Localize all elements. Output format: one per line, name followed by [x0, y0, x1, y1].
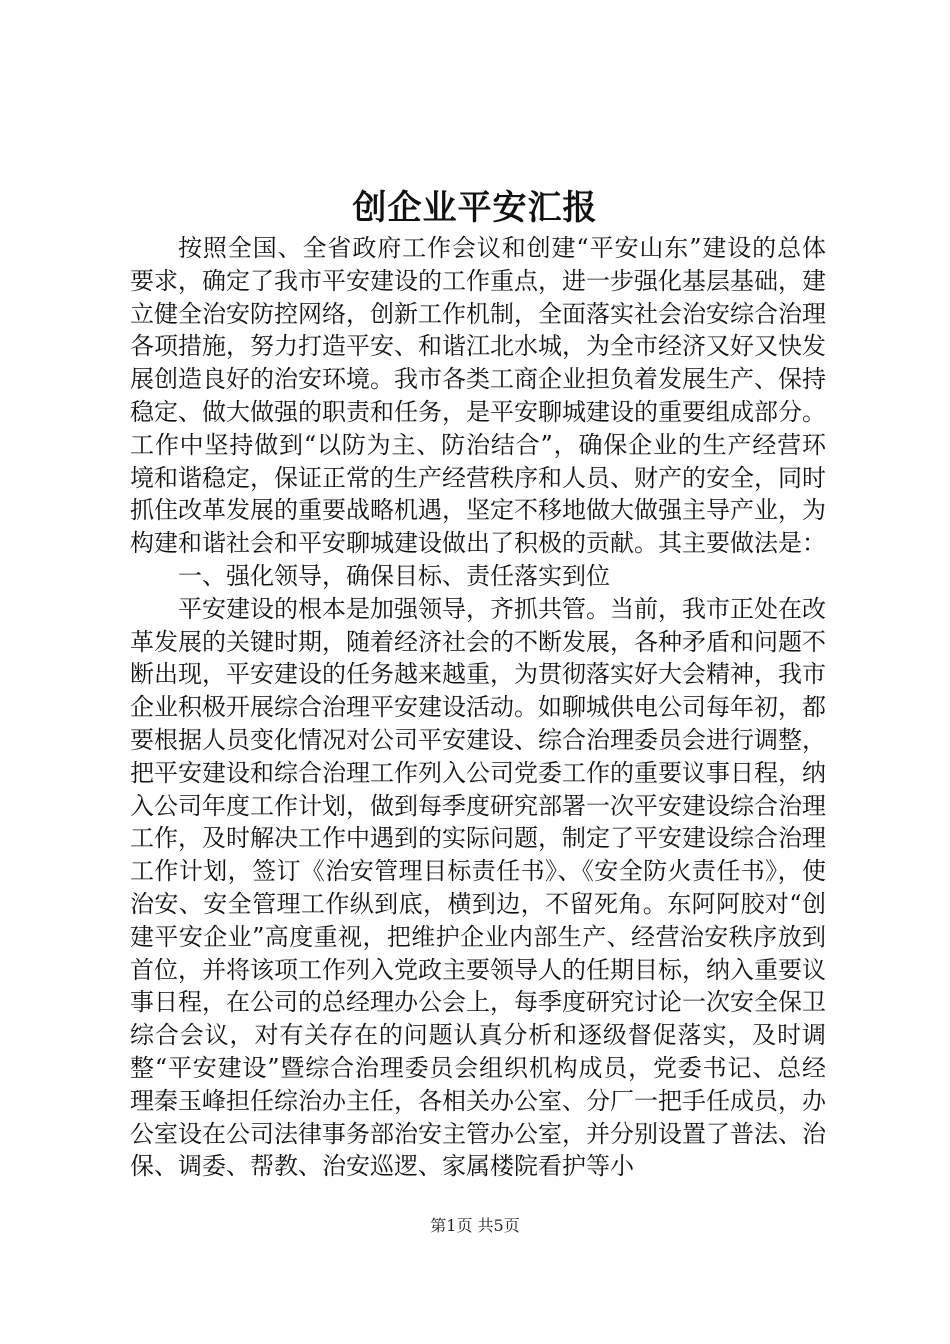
page-number-footer: 第1页 共5页: [430, 1216, 520, 1235]
section-heading-1: 一、强化领导，确保目标、责任落实到位: [178, 561, 610, 590]
paragraph-intro: 按照全国、全省政府工作会议和创建“平安山东”建设的总体要求，确定了我市平安建设的工作重点，进一步强化基层基础，建立健全治安防控网络，创新工作机制，全面落实社会治安综合治理各项措施，努力打造平安、和谐江北水城，为全市经济又好又快发展创造良好的治安环境。我市各类工商企业担负着发展生产、保持稳定、做大做强的职责和任务，是平安聊城建设的重要组成部分。工作中坚持做到“以防为主、防治结合”，确保企业的生产经营环境和谐稳定，保证正常的生产经营秩序和人员、财产的安全，同时抓住改革发展的重要战略机遇，坚定不移地做大做强主导产业，为构建和谐社会和平安聊城建设做出了积极的贡献。其主要做法是：: [130, 234, 826, 558]
paragraph-section-1: 平安建设的根本是加强领导，齐抓共管。当前，我市正处在改革发展的关键时期，随着经济社会的不断发展，各种矛盾和问题不断出现，平安建设的任务越来越重，为贯彻落实好大会精神，我市企业积极开展综合治理平安建设活动。如聊城供电公司每年初，都要根据人员变化情况对公司平安建设、综合治理委员会进行调整，把平安建设和综合治理工作列入公司党委工作的重要议事日程，纳入公司年度工作计划，做到每季度研究部署一次平安建设综合治理工作，及时解决工作中遇到的实际问题，制定了平安建设综合治理工作计划，签订《治安管理目标责任书》、《安全防火责任书》，使治安、安全管理工作纵到底，横到边，不留死角。东阿阿胶对“创建平安企业”高度重视，把维护企业内部生产、经营治安秩序放到首位，并将该项工作列入党政主要领导人的任期目标，纳入重要议事日程，在公司的总经理办公会上，每季度研究讨论一次安全保卫综合会议，对有关存在的问题认真分析和逐级督促落实，及时调整“平安建设”暨综合治理委员会组织机构成员，党委书记、总经理秦玉峰担任综治办主任，各相关办公室、分厂一把手任成员，办公室设在公司法律事务部治安主管办公室，并分别设置了普法、治保、调委、帮教、治安巡逻、家属楼院看护等小: [130, 594, 826, 1181]
document-body: [130, 232, 826, 1183]
document-title: 创企业平安汇报: [352, 188, 598, 228]
